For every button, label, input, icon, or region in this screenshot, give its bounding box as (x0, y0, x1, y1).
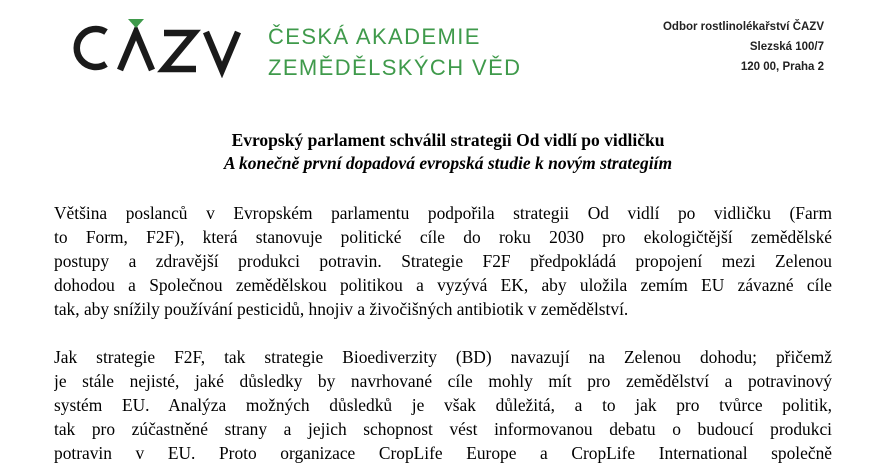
paragraph-line: systém EU. Analýza možných důsledků je však důležitá, a to jak pro tvůrce politik, (54, 395, 832, 415)
paragraph-line: Jak strategie F2F, tak strategie Bioediverzity (BD) navazují na Zelenou dohodu; přičemž (54, 347, 832, 367)
cazv-logo-mark (72, 18, 252, 78)
address-department: Odbor rostlinolékařství ČAZV (662, 21, 824, 33)
logo-letter-z (164, 33, 196, 69)
paragraph-line: tak, aby snížily používání pesticidů, hnojiv a živočišných antibiotik v zemědělství. (54, 299, 629, 319)
paragraph-line: tak pro zúčastněné strany a jejich schopnost vést informovanou debatu o budoucí produkci (54, 419, 832, 439)
logo-letter-c (77, 29, 106, 67)
paragraph-2 (54, 345, 832, 465)
logo (72, 18, 522, 80)
address-city: 120 00, Praha 2 (740, 61, 824, 73)
document-title: Evropský parlament schválil strategii Od vidlí po vidličku (231, 130, 665, 150)
paragraph-line: potravin v EU. Proto organizace CropLife Europe a CropLife International společně (54, 443, 832, 463)
paragraph-line: Většina poslanců v Evropském parlamentu podpořila strategii Od vidlí po vidličku (Farm (54, 203, 832, 223)
logo-name-line1: ČESKÁ AKADEMIE (268, 24, 481, 49)
address-street: Slezská 100/7 (749, 41, 824, 53)
paragraph-line: to Form, F2F), která stanovuje politické cíle do roku 2030 pro ekologičtější zemědělské (54, 227, 832, 247)
sender-address (663, 17, 824, 77)
title-block (0, 129, 896, 175)
logo-name-line2: ZEMĚDĚLSKÝCH VĚD (268, 55, 522, 80)
logo-name (268, 21, 521, 83)
logo-letter-v (206, 32, 238, 70)
paragraph-1 (54, 201, 832, 321)
logo-caron (128, 19, 144, 28)
paragraph-line: postupy a zdravější produkci potravin. Strategie F2F předpokládá propojení mezi Zelenou (54, 251, 832, 271)
document-subtitle: A konečně první dopadová evropská studie k novým strategiím (223, 153, 673, 173)
logo-letter-a (120, 32, 152, 70)
paragraph-line: dohodou a Společnou zemědělskou politikou a vyzývá EK, aby uložila zemím EU závazné cíle (54, 275, 832, 295)
paragraph-line: je stále nejisté, jaké důsledky by navrhované cíle mohly mít pro zemědělství a potravinový (54, 371, 832, 391)
